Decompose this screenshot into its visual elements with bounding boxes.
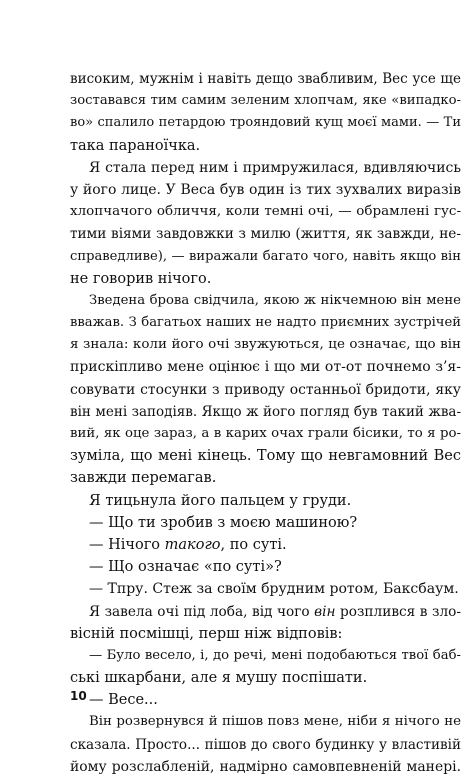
text-line — [70, 601, 461, 623]
text-line: вважав. З багатьох наших не надто приємних зустрічей — [70, 315, 461, 331]
text-line: — Що ти зробив з моєю машиною? — [89, 514, 358, 531]
text-span: розплився в зло- — [335, 603, 461, 620]
text-line — [70, 534, 461, 556]
text-span: Я завела очі під лоба, від чого — [89, 603, 315, 620]
italic-emphasis: він — [314, 603, 336, 620]
text-line: во» спалило петардою трояндовий кущ моєї мами. — Ти — [70, 115, 461, 131]
text-line: така параноїчка. — [70, 137, 201, 154]
text-line: хлопчачого обличчя, коли темні очі, — обрамлені гус- — [70, 204, 461, 220]
page-number: 10 — [70, 689, 87, 703]
text-line: справедливе), — виражали багато чого, навіть якщо він — [70, 248, 461, 264]
text-line: зуміла, що мені кінець. Тому що невгамовний Вес — [70, 448, 461, 465]
text-span: — Нічого — [89, 536, 165, 553]
text-line: прискіпливо мене оцінює і що ми от-от почнемо з’я- — [70, 359, 461, 376]
text-line: тими віями завдовжки з милю (життя, як завжди, не- — [70, 226, 461, 243]
text-line: — Весе... — [89, 692, 158, 709]
text-line: Він розвернувся й пішов повз мене, ніби я нічого не — [89, 714, 461, 730]
text-line: він мені заподіяв. Якщо ж його погляд був такий жва- — [70, 403, 461, 420]
text-line: — Що означає «по суті»? — [89, 559, 282, 576]
text-line: вісній посмішці, перш ніж відповів: — [70, 625, 343, 642]
text-line: совувати стосунки з приводу останньої бридоти, яку — [70, 381, 461, 398]
italic-emphasis: такого — [164, 536, 221, 553]
text-line: не говорив нічого. — [70, 270, 212, 287]
text-line: — Тпру. Стеж за своїм брудним ротом, Баксбаум. — [89, 581, 459, 598]
text-line: я знала: коли його очі звужуються, це означає, що він — [70, 337, 461, 353]
text-line: у його лице. У Веса був один із тих зухвалих виразів — [70, 181, 461, 198]
text-line: ські шкарбани, але я мушу поспішати. — [70, 670, 368, 687]
text-line: сказала. Просто... пішов до свого будинку у властивій — [70, 736, 461, 753]
text-line: високим, мужнім і навіть дещо звабливим, Вес усе ще — [70, 71, 461, 87]
text-line: — Було весело, і, до речі, мені подобаються твої баб- — [89, 647, 461, 663]
text-span: , по суті. — [220, 536, 287, 553]
text-line: Зведена брова свідчила, якою ж нікчемною він мене — [89, 292, 461, 308]
text-line: завжди перемагав. — [70, 470, 217, 487]
body-text — [70, 68, 461, 778]
text-line: Я стала перед ним і примружилася, вдивляючись — [89, 159, 461, 176]
text-line: вий, як оце зараз, а в карих очах грали бісики, то я ро- — [70, 426, 461, 441]
text-line: йому розслабленій, надмірно самовпевненій манері. — [70, 758, 461, 775]
text-line: зоставався тим самим зеленим хлопчам, яке «випадко- — [70, 93, 461, 109]
text-line: Я тицьнула його пальцем у груди. — [89, 492, 352, 509]
